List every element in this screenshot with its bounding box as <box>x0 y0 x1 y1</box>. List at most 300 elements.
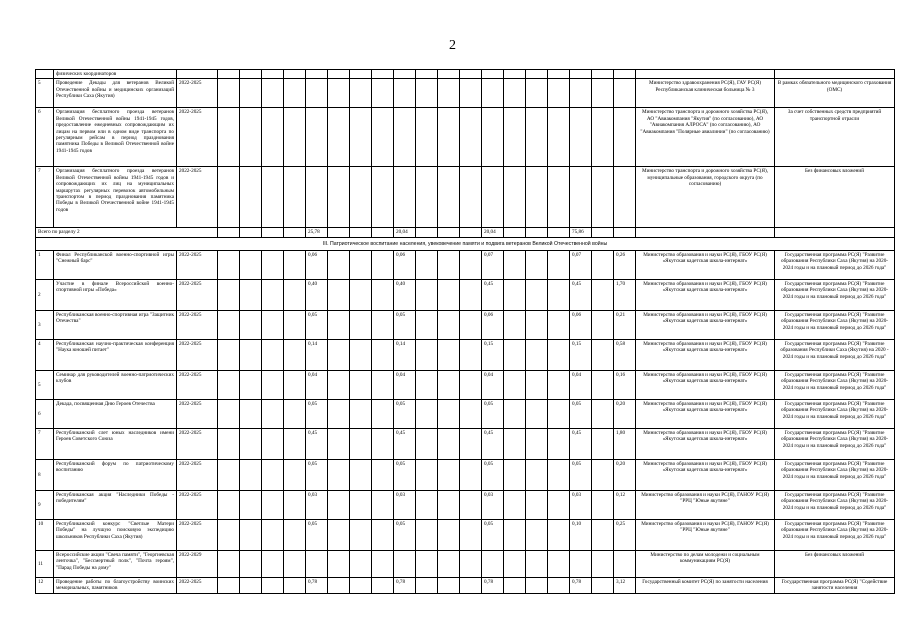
empty-cell <box>775 70 895 79</box>
amount-cell <box>328 310 350 339</box>
amount-cell <box>350 519 372 550</box>
amount-cell <box>394 108 416 167</box>
amount-cell <box>328 279 350 310</box>
amount-cell <box>372 108 394 167</box>
empty-cell <box>240 70 262 79</box>
row-number-cell: 3 <box>36 310 54 339</box>
amount-value-cell: 0,07 <box>570 250 592 279</box>
event-name-cell: Финал Республиканской военно-спортивной игры "Снежный барс" <box>54 250 177 279</box>
empty-cell <box>460 70 482 79</box>
event-name-cell: Республиканский форум по патриотическому воспитанию <box>54 459 177 490</box>
amount-cell <box>548 577 570 593</box>
amount-cell <box>592 428 614 459</box>
amount-cell <box>240 167 262 228</box>
amount-value-cell: 0,20 <box>614 399 636 428</box>
amount-cell <box>460 577 482 593</box>
amount-cell <box>218 108 240 167</box>
total-amount-cell: 20,04 <box>482 228 504 237</box>
amount-cell <box>504 228 526 237</box>
amount-cell <box>570 108 592 167</box>
amount-value-cell: 0,45 <box>306 428 328 459</box>
event-name-cell: Проведение Декады для ветеранов Великой Отечественной войны и медицинских организаций Республики Саха (Якутия) <box>54 79 177 108</box>
amount-value-cell: 0,20 <box>614 459 636 490</box>
amount-cell <box>438 79 460 108</box>
amount-value-cell: 0,10 <box>570 519 592 550</box>
amount-cell <box>350 550 372 577</box>
amount-value-cell <box>614 550 636 577</box>
amount-value-cell: 0,05 <box>482 459 504 490</box>
amount-cell <box>592 550 614 577</box>
amount-cell <box>350 370 372 399</box>
amount-cell <box>504 550 526 577</box>
row-number-cell <box>36 70 54 79</box>
amount-value-cell: 0,05 <box>482 519 504 550</box>
amount-value-cell: 0,78 <box>482 577 504 593</box>
row-number-cell: 2 <box>36 279 54 310</box>
funding-source-cell: Государственная программа РС(Я) "Развитие образования Республики Саха (Якутия) на 2020-2024 годы и на плановый период до 2026 года" <box>775 519 895 550</box>
empty-cell <box>177 70 218 79</box>
amount-value-cell: 0,40 <box>306 279 328 310</box>
amount-cell <box>592 310 614 339</box>
amount-cell <box>416 279 438 310</box>
amount-value-cell: 0,05 <box>394 399 416 428</box>
amount-value-cell: 0,05 <box>482 399 504 428</box>
amount-cell <box>284 167 306 228</box>
funding-source-cell: Государственная программа РС(Я) "Развитие образования Республики Саха (Якутия) на 2020-2024 годы и на плановый период до 2026 года" <box>775 459 895 490</box>
executor-cell: Министерство транспорта и дорожного хозяйства РС(Я), муниципальные образования, городского округа (по согласованию) <box>636 167 775 228</box>
amount-cell <box>262 279 284 310</box>
amount-cell <box>306 79 328 108</box>
funding-source-cell <box>775 228 895 237</box>
amount-cell <box>262 519 284 550</box>
amount-value-cell: 0,04 <box>570 370 592 399</box>
period-cell: 2022-2025 <box>177 279 218 310</box>
amount-cell <box>350 399 372 428</box>
amount-cell <box>328 167 350 228</box>
funding-source-cell: Без финансовых вложений <box>775 550 895 577</box>
amount-cell <box>482 167 504 228</box>
amount-cell <box>416 250 438 279</box>
amount-cell <box>262 167 284 228</box>
amount-cell <box>218 550 240 577</box>
row-number-cell: 6 <box>36 108 54 167</box>
period-cell: 2022-2025 <box>177 310 218 339</box>
amount-cell <box>504 279 526 310</box>
amount-value-cell: 0,05 <box>306 310 328 339</box>
amount-cell <box>218 577 240 593</box>
amount-cell <box>372 550 394 577</box>
funding-source-cell: За счет собственных средств предприятий транспортной отрасли <box>775 108 895 167</box>
amount-cell <box>328 550 350 577</box>
amount-cell <box>240 79 262 108</box>
empty-cell <box>350 70 372 79</box>
row-number-cell: 12 <box>36 577 54 593</box>
period-cell: 2022-2025 <box>177 167 218 228</box>
row-number-cell: 7 <box>36 428 54 459</box>
amount-cell <box>592 339 614 370</box>
amount-cell <box>328 459 350 490</box>
amount-cell <box>240 519 262 550</box>
amount-value-cell: 0,05 <box>394 310 416 339</box>
event-name-cell: Проведение работы по благоустройству воинских мемориальных, памятников <box>54 577 177 593</box>
funding-source-cell: Государственная программа РС(Я) "Развитие образования Республики Саха (Якутия) на 2020-2024 годы и на плановый период до 2026 года" <box>775 490 895 519</box>
amount-cell <box>548 167 570 228</box>
amount-value-cell: 0,14 <box>394 339 416 370</box>
amount-value-cell: 0,12 <box>614 490 636 519</box>
amount-cell <box>592 167 614 228</box>
event-name-cell: Организация бесплатного проезда ветеранов Великой Отечественной войны 1941-1945 годов, предоставление ежедневных сопровождающим их лицам на первом или в одном виде транспорта по регулярным рейсам в период празднования памятника Победы в Великой Отечественной войне 1941-1945 годов <box>54 108 177 167</box>
row-number-cell: 8 <box>36 459 54 490</box>
amount-cell <box>416 108 438 167</box>
amount-cell <box>350 459 372 490</box>
empty-cell <box>526 70 548 79</box>
amount-value-cell: 0,04 <box>394 370 416 399</box>
amount-cell <box>284 370 306 399</box>
amount-value-cell: 0,05 <box>306 519 328 550</box>
executor-cell: Министерство транспорта и дорожного хозяйства РС(Я), АО "Авиакомпания "Якутия" (по согласованию), АО "Авиакомпания АЛРОСА" (по согласованию), АО "Авиакомпания "Полярные авиалинии" (по согласованию) <box>636 108 775 167</box>
amount-cell <box>460 250 482 279</box>
amount-cell <box>504 370 526 399</box>
amount-cell <box>504 310 526 339</box>
empty-cell <box>218 70 240 79</box>
amount-cell <box>350 250 372 279</box>
amount-cell <box>592 250 614 279</box>
amount-cell <box>262 108 284 167</box>
executor-cell: Министерство образования и науки РС(Я), ГАНОУ РС(Я) "РРЦ "Юные якутяне" <box>636 490 775 519</box>
executor-cell: Министерство образования и науки РС(Я), ГБОУ РС(Я) «Якутская кадетская школа-интернат» <box>636 339 775 370</box>
amount-cell <box>218 310 240 339</box>
amount-cell <box>460 490 482 519</box>
table-row <box>36 459 895 490</box>
empty-cell <box>372 70 394 79</box>
amount-cell <box>460 428 482 459</box>
funding-source-cell: Государственная программа РС(Я) "Развитие образования Республики Саха (Якутия) на 2020-2024 годы и на плановый период до 2026 года" <box>775 428 895 459</box>
amount-cell <box>218 459 240 490</box>
amount-cell <box>218 399 240 428</box>
amount-cell <box>284 310 306 339</box>
amount-cell <box>262 310 284 339</box>
amount-value-cell: 0,03 <box>482 490 504 519</box>
amount-cell <box>240 250 262 279</box>
amount-cell <box>218 428 240 459</box>
amount-cell <box>350 279 372 310</box>
amount-cell <box>284 428 306 459</box>
amount-value-cell: 0,15 <box>482 339 504 370</box>
amount-cell <box>262 459 284 490</box>
amount-cell <box>372 228 394 237</box>
amount-cell <box>218 490 240 519</box>
amount-cell <box>372 279 394 310</box>
amount-cell <box>262 428 284 459</box>
amount-value-cell: 0,06 <box>482 310 504 339</box>
amount-cell <box>504 459 526 490</box>
period-cell: 2022-2025 <box>177 339 218 370</box>
empty-cell <box>548 70 570 79</box>
amount-value-cell: 0,05 <box>394 519 416 550</box>
period-cell: 2022-2025 <box>177 108 218 167</box>
event-name-cell: Республиканская акция "Наследники Победы - победителям" <box>54 490 177 519</box>
amount-cell <box>284 108 306 167</box>
amount-cell <box>438 228 460 237</box>
executor-cell: Министерство образования и науки РС(Я), ГБОУ РС(Я) «Якутская кадетская школа-интернат» <box>636 279 775 310</box>
amount-cell <box>284 490 306 519</box>
amount-cell <box>372 310 394 339</box>
continuation-row <box>36 70 895 79</box>
amount-cell <box>526 108 548 167</box>
executor-cell: Министерство образования и науки РС(Я), ГБОУ РС(Я) «Якутская кадетская школа-интернат» <box>636 310 775 339</box>
amount-cell <box>262 79 284 108</box>
amount-cell <box>372 490 394 519</box>
executor-cell: Министерство по делам молодежи и социальным коммуникациям РС(Я) <box>636 550 775 577</box>
period-cell: 2022-2025 <box>177 250 218 279</box>
empty-cell <box>592 70 614 79</box>
row-number-cell: 9 <box>36 490 54 519</box>
amount-value-cell: 0,78 <box>394 577 416 593</box>
amount-cell <box>350 577 372 593</box>
table-body <box>36 70 895 594</box>
row-number-cell: 5 <box>36 370 54 399</box>
amount-cell <box>570 167 592 228</box>
amount-cell <box>460 550 482 577</box>
amount-cell <box>482 79 504 108</box>
amount-cell <box>526 79 548 108</box>
amount-cell <box>372 370 394 399</box>
amount-cell <box>438 490 460 519</box>
row-number-cell: 10 <box>36 519 54 550</box>
amount-cell <box>526 459 548 490</box>
amount-cell <box>460 459 482 490</box>
amount-cell <box>416 490 438 519</box>
amount-cell <box>548 339 570 370</box>
empty-cell <box>504 70 526 79</box>
amount-value-cell: 0,45 <box>570 428 592 459</box>
amount-value-cell: 0,25 <box>614 519 636 550</box>
amount-cell <box>262 228 284 237</box>
amount-value-cell: 0,14 <box>306 339 328 370</box>
amount-cell <box>394 167 416 228</box>
amount-cell <box>394 79 416 108</box>
amount-value-cell: 0,05 <box>570 399 592 428</box>
funding-source-cell: Государственная программа РС(Я) "Содействие занятости населения <box>775 577 895 593</box>
amount-value-cell: 1,70 <box>614 279 636 310</box>
amount-cell <box>416 310 438 339</box>
amount-cell <box>482 108 504 167</box>
funding-source-cell: Государственная программа РС(Я) "Развитие образования Республики Саха (Якутия) на 2020-2024 годы и на плановый период до 2026 года" <box>775 370 895 399</box>
amount-cell <box>504 79 526 108</box>
amount-cell <box>526 310 548 339</box>
amount-cell <box>548 279 570 310</box>
executor-cell: Государственный комитет РС(Я) по занятости населения <box>636 577 775 593</box>
amount-cell <box>350 228 372 237</box>
amount-cell <box>548 250 570 279</box>
amount-cell <box>218 79 240 108</box>
amount-cell <box>504 167 526 228</box>
amount-value-cell <box>570 550 592 577</box>
amount-value-cell: 0,04 <box>306 370 328 399</box>
amount-cell <box>262 250 284 279</box>
amount-cell <box>460 167 482 228</box>
amount-cell <box>592 370 614 399</box>
period-cell: 2022-2029 <box>177 550 218 577</box>
amount-cell <box>548 310 570 339</box>
amount-value-cell: 0,05 <box>306 459 328 490</box>
amount-value-cell: 0,45 <box>394 428 416 459</box>
amount-cell <box>526 428 548 459</box>
amount-value-cell: 1,80 <box>614 428 636 459</box>
amount-cell <box>240 339 262 370</box>
amount-cell <box>284 459 306 490</box>
table-row <box>36 577 895 593</box>
amount-cell <box>570 79 592 108</box>
empty-cell <box>438 70 460 79</box>
amount-cell <box>416 399 438 428</box>
amount-cell <box>328 339 350 370</box>
continuation-text: физических координаторов <box>54 70 177 79</box>
amount-cell <box>350 339 372 370</box>
amount-cell <box>262 490 284 519</box>
amount-value-cell: 0,40 <box>394 279 416 310</box>
empty-cell <box>262 70 284 79</box>
row-number-cell: 11 <box>36 550 54 577</box>
amount-value-cell: 3,12 <box>614 577 636 593</box>
amount-cell <box>240 428 262 459</box>
total-label: Всего по разделу 2 <box>36 228 218 237</box>
amount-value-cell: 0,45 <box>570 279 592 310</box>
amount-cell <box>460 108 482 167</box>
executor-cell: Министерство образования и науки РС(Я), ГБОУ РС(Я) «Якутская кадетская школа-интернат» <box>636 370 775 399</box>
amount-cell <box>526 339 548 370</box>
amount-cell <box>328 577 350 593</box>
amount-cell <box>548 370 570 399</box>
table-row <box>36 399 895 428</box>
amount-value-cell: 0,06 <box>306 250 328 279</box>
page-number: 2 <box>449 38 456 53</box>
amount-cell <box>526 250 548 279</box>
table-row <box>36 519 895 550</box>
table-row <box>36 79 895 108</box>
amount-cell <box>416 167 438 228</box>
amount-cell <box>240 577 262 593</box>
amount-cell <box>592 519 614 550</box>
funding-source-cell: Государственная программа РС(Я) "Развитие образования Республики Саха (Якутия) на 2020-2024 годы и на плановый период до 2026 года" <box>775 310 895 339</box>
table-row <box>36 339 895 370</box>
amount-cell <box>284 339 306 370</box>
amount-value-cell: 0,06 <box>394 250 416 279</box>
amount-cell <box>526 550 548 577</box>
amount-cell <box>284 519 306 550</box>
empty-cell <box>482 70 504 79</box>
amount-cell <box>526 370 548 399</box>
amount-cell <box>548 519 570 550</box>
row-number-cell: 4 <box>36 339 54 370</box>
amount-value-cell: 0,05 <box>306 399 328 428</box>
amount-cell <box>460 310 482 339</box>
amount-cell <box>218 339 240 370</box>
funding-source-cell: Государственная программа РС(Я) "Развитие образования Республики Саха (Якутия) на 2020-2024 годы и на плановый период до 2026 года" <box>775 279 895 310</box>
amount-value-cell: 0,45 <box>482 279 504 310</box>
table-row <box>36 428 895 459</box>
amount-cell <box>262 339 284 370</box>
executor-cell: Министерство образования и науки РС(Я), ГБОУ РС(Я) «Якутская кадетская школа-интернат» <box>636 428 775 459</box>
executor-cell: Министерство образования и науки РС(Я), ГБОУ РС(Я) «Якутская кадетская школа-интернат» <box>636 459 775 490</box>
amount-cell <box>548 490 570 519</box>
amount-cell <box>416 459 438 490</box>
total-row <box>36 228 895 237</box>
event-name-cell: Всероссийские акции "Свеча памяти", "Георгиевская ленточка", "Бессмертный полк", "Почта героям", "Парад Победы на дому" <box>54 550 177 577</box>
amount-cell <box>240 279 262 310</box>
amount-cell <box>438 108 460 167</box>
program-table <box>35 69 895 594</box>
event-name-cell: Республиканский слет юных наследников имени Героев Советского Союза <box>54 428 177 459</box>
amount-cell <box>438 250 460 279</box>
amount-cell <box>328 490 350 519</box>
event-name-cell: Участие в финале Всероссийской военно-спортивной игры «Победа» <box>54 279 177 310</box>
amount-value-cell: 0,21 <box>614 310 636 339</box>
amount-cell <box>416 79 438 108</box>
amount-cell <box>548 459 570 490</box>
period-cell: 2022-2025 <box>177 79 218 108</box>
empty-cell <box>416 70 438 79</box>
amount-cell <box>592 228 614 237</box>
amount-cell <box>240 310 262 339</box>
table-row <box>36 550 895 577</box>
amount-cell <box>218 370 240 399</box>
table-row <box>36 167 895 228</box>
empty-cell <box>636 70 775 79</box>
amount-cell <box>284 550 306 577</box>
executor-cell: Министерство образования и науки РС(Я), ГАНОУ РС(Я) "РРЦ "Юные якутяне" <box>636 519 775 550</box>
funding-source-cell: Государственная программа РС(Я) "Развитие образования Республики Саха (Якутия) на 2020-2024 годы и на плановый период до 2026 года" <box>775 399 895 428</box>
amount-value-cell: 0,03 <box>306 490 328 519</box>
amount-cell <box>240 108 262 167</box>
amount-cell <box>592 279 614 310</box>
amount-value-cell: 0,05 <box>570 459 592 490</box>
amount-cell <box>592 459 614 490</box>
executor-cell: Министерство образования и науки РС(Я), ГБОУ РС(Я) «Якутская кадетская школа-интернат» <box>636 250 775 279</box>
amount-cell <box>240 399 262 428</box>
table-row <box>36 310 895 339</box>
amount-value-cell: 0,03 <box>394 490 416 519</box>
amount-value-cell: 0,16 <box>614 370 636 399</box>
funding-source-cell: Государственная программа РС(Я) "Развитие образования Республики Саха (Якутия) на 2020-2024 годы и на плановый период до 2026 года" <box>775 250 895 279</box>
amount-cell <box>372 577 394 593</box>
amount-cell <box>262 577 284 593</box>
amount-cell <box>416 428 438 459</box>
empty-cell <box>306 70 328 79</box>
amount-cell <box>218 519 240 550</box>
period-cell: 2022-2025 <box>177 577 218 593</box>
amount-cell <box>548 428 570 459</box>
total-amount-cell: 75,86 <box>570 228 592 237</box>
amount-cell <box>262 399 284 428</box>
period-cell: 2022-2025 <box>177 519 218 550</box>
event-name-cell: Семинар для руководителей военно-патриотических клубов <box>54 370 177 399</box>
amount-cell <box>526 399 548 428</box>
amount-cell <box>504 577 526 593</box>
amount-cell <box>548 108 570 167</box>
amount-cell <box>350 79 372 108</box>
empty-cell <box>394 70 416 79</box>
funding-source-cell: Без финансовых вложений <box>775 167 895 228</box>
empty-cell <box>328 70 350 79</box>
amount-cell <box>350 428 372 459</box>
amount-cell <box>526 279 548 310</box>
section-title: III. Патриотическое воспитание населения, увековечение памяти и подвига ветеранов Великой Отечественной войны <box>36 237 895 250</box>
amount-cell <box>218 228 240 237</box>
empty-cell <box>570 70 592 79</box>
amount-cell <box>526 167 548 228</box>
table-row <box>36 279 895 310</box>
